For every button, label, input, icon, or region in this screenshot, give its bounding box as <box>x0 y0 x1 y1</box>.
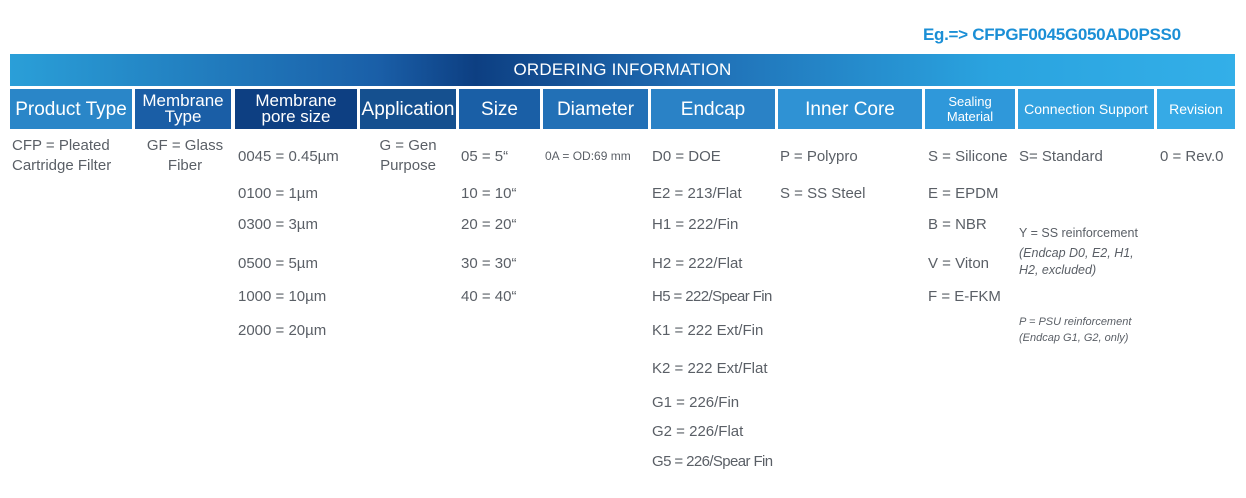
membrane-type-line1: GF = Glass <box>146 137 224 154</box>
header-membrane-type-line1: Membrane <box>142 91 224 110</box>
connection-psu-note: (Endcap G1, G2, only) <box>1019 332 1129 344</box>
header-pore-size-line1: Membrane <box>255 91 337 110</box>
sealing-item: V = Viton <box>928 255 990 272</box>
endcap-item: G5 = 226/Spear Fin <box>652 453 773 470</box>
pore-size-item: 2000 = 20µm <box>238 322 327 339</box>
endcap-item: E2 = 213/Flat <box>652 185 742 202</box>
pore-size-item: 1000 = 10µm <box>238 288 327 305</box>
inner-core-item: P = Polypro <box>780 148 858 165</box>
header-product-type: Product Type <box>10 89 132 129</box>
application-line1: G = Gen <box>379 137 437 154</box>
product-type-line2: Cartridge Filter <box>12 157 112 174</box>
sealing-item: E = EPDM <box>928 185 999 202</box>
header-application: Application <box>360 89 456 129</box>
header-pore-size-line2: pore size <box>261 107 331 126</box>
pore-size-item: 0045 = 0.45µm <box>238 148 339 165</box>
revision-item: 0 = Rev.0 <box>1160 148 1224 165</box>
endcap-item: K1 = 222 Ext/Fin <box>652 322 764 339</box>
sealing-item: B = NBR <box>928 216 987 233</box>
product-type-line1: CFP = Pleated <box>12 137 110 154</box>
endcap-item: H1 = 222/Fin <box>652 216 739 233</box>
example-code: Eg.=> CFPGF0045G050AD0PSS0 <box>923 25 1181 44</box>
ordering-information-banner: ORDERING INFORMATION <box>10 54 1235 86</box>
sealing-item: S = Silicone <box>928 148 1008 165</box>
sealing-item: F = E-FKM <box>928 288 1001 305</box>
application-line2: Purpose <box>380 157 436 174</box>
header-sealing-material <box>925 89 1015 129</box>
size-item: 40 = 40“ <box>461 288 517 305</box>
connection-ss-reinforcement: Y = SS reinforcement <box>1019 226 1138 240</box>
endcap-item: G2 = 226/Flat <box>652 423 744 440</box>
header-revision: Revision <box>1157 89 1235 129</box>
endcap-item: G1 = 226/Fin <box>652 394 740 411</box>
connection-ss-note-line1: (Endcap D0, E2, H1, <box>1019 246 1134 260</box>
header-connection-support: Connection Support <box>1018 89 1154 129</box>
connection-standard: S= Standard <box>1019 148 1103 165</box>
header-inner-core: Inner Core <box>778 89 922 129</box>
header-pore-size <box>235 89 357 129</box>
header-sealing-line1: Sealing <box>948 94 992 109</box>
endcap-item: K2 = 222 Ext/Flat <box>652 360 768 377</box>
size-item: 20 = 20“ <box>461 216 517 233</box>
header-sealing-line2: Material <box>946 109 994 124</box>
size-item: 10 = 10“ <box>461 185 517 202</box>
endcap-item: H5 = 222/Spear Fin <box>652 288 772 305</box>
header-endcap: Endcap <box>651 89 775 129</box>
header-membrane-type-line2: Type <box>164 107 202 126</box>
inner-core-item: S = SS Steel <box>780 185 866 202</box>
size-item: 30 = 30“ <box>461 255 517 272</box>
pore-size-item: 0100 = 1µm <box>238 185 318 202</box>
header-diameter: Diameter <box>543 89 648 129</box>
connection-psu-reinforcement: P = PSU reinforcement <box>1019 316 1132 328</box>
pore-size-item: 0300 = 3µm <box>238 216 318 233</box>
header-membrane-type <box>135 89 231 129</box>
column-headers <box>10 89 1235 129</box>
header-size: Size <box>459 89 540 129</box>
connection-ss-note-line2: H2, excluded) <box>1019 263 1097 277</box>
membrane-type-line2: Fiber <box>167 157 203 174</box>
diameter-item: 0A = OD:69 mm <box>545 149 631 163</box>
pore-size-item: 0500 = 5µm <box>238 255 318 272</box>
size-item: 05 = 5“ <box>461 148 509 165</box>
endcap-item: D0 = DOE <box>652 148 721 165</box>
endcap-item: H2 = 222/Flat <box>652 255 743 272</box>
